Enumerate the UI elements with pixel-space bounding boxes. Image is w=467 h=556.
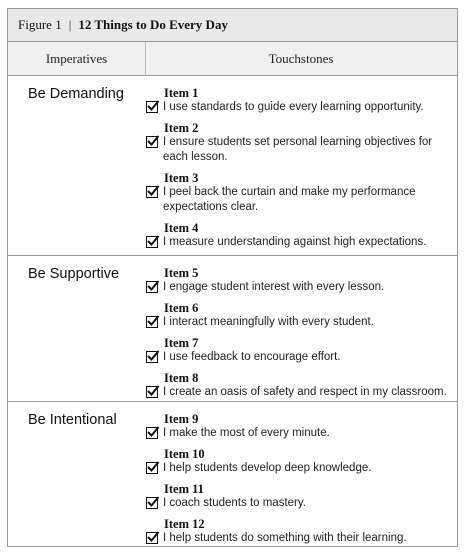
figure-header xyxy=(8,9,457,42)
imperative-label: Be Demanding xyxy=(28,86,124,102)
item-text: I peel back the curtain and make my performance expectations clear. xyxy=(163,186,416,213)
list-item xyxy=(146,171,453,215)
list-item xyxy=(146,301,453,330)
checkbox-checked-icon[interactable] xyxy=(146,351,158,363)
item-number: Item 2 xyxy=(164,121,199,135)
checkbox-checked-icon[interactable] xyxy=(146,427,158,439)
checkbox-checked-icon[interactable] xyxy=(146,186,158,198)
item-text: I use standards to guide every learning opportunity. xyxy=(163,101,424,113)
figure-label: Figure 1 xyxy=(18,17,62,32)
list-item xyxy=(146,86,453,115)
item-text: I help students do something with their learning. xyxy=(163,532,407,544)
item-text: I use feedback to encourage effort. xyxy=(163,351,341,363)
checkbox-checked-icon[interactable] xyxy=(146,532,158,544)
column-header-imperatives: Imperatives xyxy=(45,50,108,66)
touchstone-list xyxy=(146,412,453,552)
checkbox-checked-icon[interactable] xyxy=(146,462,158,474)
column-header-row xyxy=(8,42,457,76)
group-be-demanding xyxy=(8,76,457,256)
item-text: I help students develop deep knowledge. xyxy=(163,462,372,474)
column-header-touchstones: Touchstones xyxy=(268,50,334,66)
figure-title: 12 Things to Do Every Day xyxy=(78,17,228,32)
list-item xyxy=(146,447,453,476)
list-item xyxy=(146,121,453,165)
item-text: I create an oasis of safety and respect in my classroom. xyxy=(163,386,447,398)
figure-frame xyxy=(7,8,458,547)
touchstone-list xyxy=(146,86,453,256)
list-item xyxy=(146,517,453,546)
group-be-intentional xyxy=(8,402,457,548)
item-text: I ensure students set personal learning objectives for each lesson. xyxy=(163,136,433,163)
checkbox-checked-icon[interactable] xyxy=(146,281,158,293)
figure-separator: | xyxy=(68,17,72,32)
checkbox-checked-icon[interactable] xyxy=(146,386,158,398)
item-number: Item 11 xyxy=(164,482,204,496)
item-number: Item 12 xyxy=(164,517,205,531)
item-number: Item 6 xyxy=(164,301,199,315)
item-text: I interact meaningfully with every student. xyxy=(163,316,374,328)
item-number: Item 10 xyxy=(164,447,205,461)
list-item xyxy=(146,336,453,365)
item-number: Item 3 xyxy=(164,171,199,185)
imperative-label: Be Intentional xyxy=(28,412,117,428)
column-divider xyxy=(145,42,146,76)
group-be-supportive xyxy=(8,256,457,402)
item-text: I engage student interest with every lesson. xyxy=(163,281,385,293)
item-number: Item 5 xyxy=(164,266,199,280)
item-number: Item 9 xyxy=(164,412,199,426)
item-text: I measure understanding against high expectations. xyxy=(163,236,427,248)
checkbox-checked-icon[interactable] xyxy=(146,101,158,113)
checkbox-checked-icon[interactable] xyxy=(146,236,158,248)
item-number: Item 1 xyxy=(164,86,199,100)
item-text: I coach students to mastery. xyxy=(163,497,306,509)
list-item xyxy=(146,371,453,400)
item-number: Item 4 xyxy=(164,221,199,235)
imperative-label: Be Supportive xyxy=(28,266,120,282)
item-number: Item 8 xyxy=(164,371,199,385)
item-text: I make the most of every minute. xyxy=(163,427,330,439)
checkbox-checked-icon[interactable] xyxy=(146,136,158,148)
list-item xyxy=(146,412,453,441)
checkbox-checked-icon[interactable] xyxy=(146,316,158,328)
item-number: Item 7 xyxy=(164,336,199,350)
list-item xyxy=(146,482,453,511)
list-item xyxy=(146,221,453,250)
list-item xyxy=(146,266,453,295)
checkbox-checked-icon[interactable] xyxy=(146,497,158,509)
touchstone-list xyxy=(146,266,453,406)
